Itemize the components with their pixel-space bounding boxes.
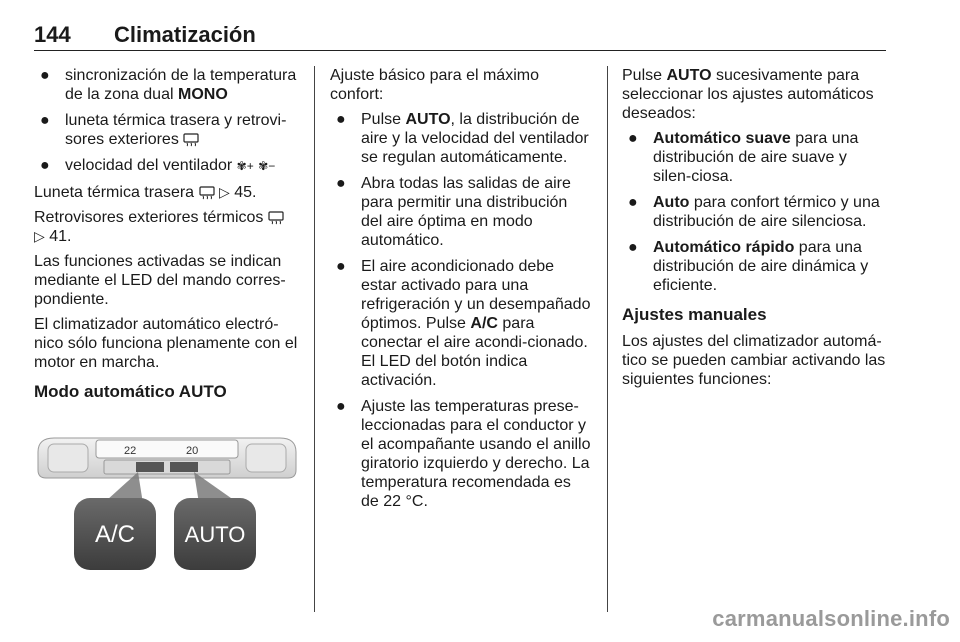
rear-defrost-icon [199, 186, 215, 200]
section-heading: Modo automático AUTO [34, 382, 227, 401]
column-divider [607, 66, 608, 612]
bullet-icon: ● [40, 157, 50, 174]
list-item: ● luneta térmica trasera y retrovi-sores exteriores [40, 112, 287, 148]
list-item: ● Auto para confort térmico y una distribución de aire silenciosa. [628, 194, 880, 230]
paragraph: Los ajustes del climatizador automá-tico se pueden cambiar activando las siguientes funciones: [622, 333, 886, 388]
display-temp-left: 22 [124, 445, 137, 457]
instruction-list [330, 110, 592, 511]
column-middle [330, 66, 592, 518]
fan-plus-icon: ✾+ [236, 159, 254, 173]
paragraph: Retrovisores exteriores térmicos ▷ 41. [34, 208, 300, 246]
bullet-icon: ● [628, 194, 638, 211]
paragraph: Las funciones activadas se indican mediante el LED del mando corres-pondiente. [34, 253, 286, 308]
auto-button-small [170, 462, 198, 472]
watermark: carmanualsonline.info [712, 606, 950, 631]
auto-label: AUTO [184, 522, 246, 547]
list-item: ● Abra todas las salidas de aire para permitir una distribución del aire óptima en modo automático. [336, 175, 571, 249]
page-title: Climatización [114, 22, 256, 47]
ac-label: A/C [94, 521, 136, 548]
paragraph: Luneta térmica trasera ▷ 45. [34, 184, 257, 201]
column-right [622, 66, 888, 395]
page-number: 144 [34, 22, 71, 47]
section-heading: Ajustes manuales [622, 305, 767, 324]
bullet-icon: ● [628, 239, 638, 256]
list-item: ● Ajuste las temperaturas prese-leccionadas para el conductor y el acompañante usando el anillo giratorio izquierdo y derecho. La temperatura recomendada es de 22 °C. [336, 398, 591, 510]
auto-mode-list [622, 129, 888, 295]
list-item: ● sincronización de la temperatura de la zona dual MONO [40, 67, 297, 103]
display-temp-right: 20 [186, 445, 199, 457]
list-item: ● velocidad del ventilador ✾+ ✾− [40, 157, 276, 174]
feature-list [34, 66, 300, 176]
list-item: ● Automático rápido para una distribución de aire dinámica y eficiente. [628, 239, 869, 294]
fan-minus-icon: ✾− [258, 159, 276, 173]
bullet-icon: ● [628, 130, 638, 147]
paragraph: Ajuste básico para el máximo confort: [330, 67, 539, 103]
bullet-icon: ● [40, 112, 50, 129]
list-item: ● Automático suave para una distribución de aire suave y silen-ciosa. [628, 130, 859, 185]
bullet-icon: ● [336, 258, 346, 275]
reference-arrow-icon: ▷ [34, 228, 45, 244]
paragraph: Pulse AUTO sucesivamente para seleccionar los ajustes automáticos deseados: [622, 67, 874, 122]
rear-defrost-icon [183, 133, 199, 147]
page-header [34, 16, 886, 51]
reference-arrow-icon: ▷ [218, 184, 230, 200]
list-item: ● El aire acondicionado debe estar activado para una refrigeración y un desempañado óptimos. Pulse A/C para conectar el aire acondi-cionado. El LED del botón indica activación. [336, 258, 591, 389]
column-divider [314, 66, 315, 612]
column-left [34, 66, 300, 409]
bullet-icon: ● [336, 398, 346, 415]
climate-control-illustration [34, 432, 300, 578]
mirror-heat-icon [268, 211, 284, 225]
bullet-icon: ● [336, 111, 346, 128]
ac-button-small [136, 462, 164, 472]
bullet-icon: ● [336, 175, 346, 192]
bullet-icon: ● [40, 67, 50, 84]
control-panel-drawing [34, 432, 300, 578]
paragraph: El climatizador automático electró-nico sólo funciona plenamente con el motor en marcha. [34, 316, 298, 371]
list-item: ● Pulse AUTO, la distribución de aire y la velocidad del ventilador se regulan automáticamente. [336, 111, 589, 166]
